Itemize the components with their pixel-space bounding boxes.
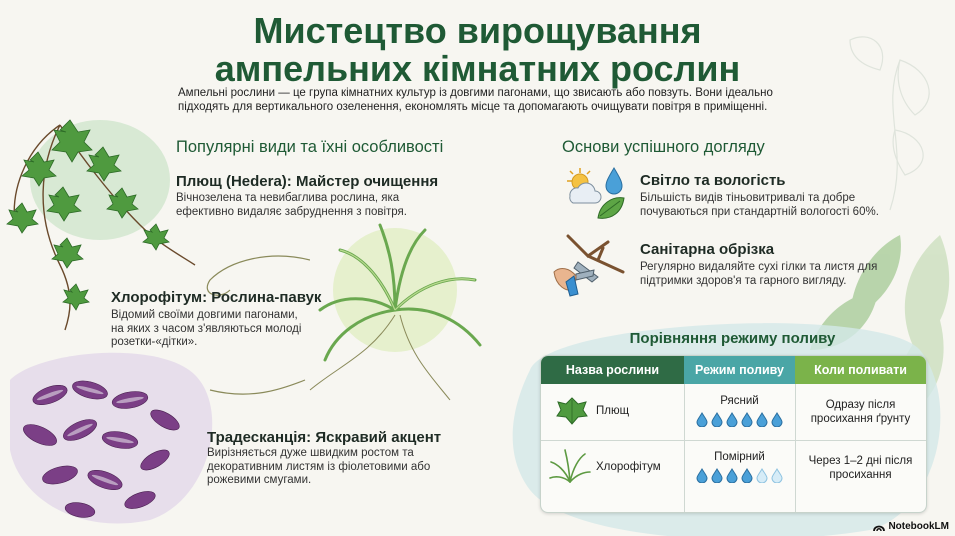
water-drop-filled-icon	[771, 412, 783, 427]
care-light-text: Більшість видів тіньовитривалі та добре почуваються при стандартній вологості 60%.	[640, 192, 879, 218]
intro-text: Ампельні рослини — це група кімнатних культур із довгими пагонами, що звисають або повзуть. Вони ідеально підходять для вертикального озеленення, економлять місце та допомагають очищувати повітря в приміщенні.	[178, 87, 773, 113]
row1-plant: Плющ	[596, 405, 630, 417]
spider-plant-icon	[549, 448, 591, 486]
ivy-text: Вічнозелена та невибаглива рослина, яка ефективно видаляє забруднення з повітря.	[176, 192, 407, 218]
page-title-line2: ампельних кімнатних рослин	[214, 48, 741, 89]
care-pruning-title: Санітарна обрізка	[640, 241, 775, 258]
species-heading: Популярні види та їхні особливості	[176, 138, 444, 156]
water-drop-filled-icon	[711, 412, 723, 427]
care-light-title: Світло та вологість	[640, 172, 786, 189]
water-drop-filled-icon	[741, 412, 753, 427]
row1-when: Одразу після просихання ґрунту	[810, 399, 911, 425]
spider-plant-illustration	[300, 215, 500, 415]
care-heading: Основи успішного догляду	[562, 138, 765, 156]
sun-cloud-drop-icon	[562, 166, 628, 222]
water-drop-filled-icon	[711, 468, 723, 483]
row2-plant: Хлорофітум	[596, 461, 661, 473]
tradescantia-text: Вирізняється дуже швидким ростом та декоративним листям із фіолетовими або рожевими смугами.	[207, 447, 431, 486]
care-pruning-text: Регулярно видаляйте сухі гілки та листя для підтримки здоров'я та гарного вигляду.	[640, 261, 878, 287]
column-header-plant: Назва рослини	[541, 356, 684, 384]
chlorophytum-title: Хлорофітум: Рослина-павук	[111, 289, 322, 306]
row1-drops	[684, 412, 795, 427]
ivy-leaf-icon	[555, 394, 589, 428]
tradescantia-illustration	[10, 365, 210, 525]
column-header-mode: Режим поливу	[684, 356, 795, 384]
brand-logo	[873, 521, 949, 532]
pruning-shears-icon	[548, 232, 630, 298]
water-drop-filled-icon	[756, 412, 768, 427]
water-drop-empty-icon	[771, 468, 783, 483]
tradescantia-title: Традесканція: Яскравий акцент	[207, 429, 442, 446]
chlorophytum-text: Відомий своїми довгими пагонами, на яких з часом з'являються молоді розетки-«дітки».	[111, 309, 302, 348]
water-drop-filled-icon	[696, 468, 708, 483]
water-drop-filled-icon	[726, 412, 738, 427]
table-title: Порівняння режиму поливу	[629, 330, 836, 347]
notebooklm-icon	[873, 522, 885, 532]
column-header-when: Коли поливати	[795, 356, 926, 384]
watering-table	[540, 355, 927, 513]
brand-logo-text: NotebookLM	[888, 521, 949, 532]
water-drop-filled-icon	[696, 412, 708, 427]
water-drop-filled-icon	[741, 468, 753, 483]
row1-mode: Рясний	[720, 395, 759, 407]
water-drop-empty-icon	[756, 468, 768, 483]
row2-drops	[684, 468, 795, 483]
water-drop-filled-icon	[726, 468, 738, 483]
ivy-title: Плющ (Hedera): Майстер очищення	[176, 173, 439, 190]
row2-mode: Помірний	[714, 451, 765, 463]
row2-when: Через 1–2 дні після просихання	[808, 455, 913, 481]
page-title-line1: Мистецтво вирощування	[253, 10, 702, 51]
